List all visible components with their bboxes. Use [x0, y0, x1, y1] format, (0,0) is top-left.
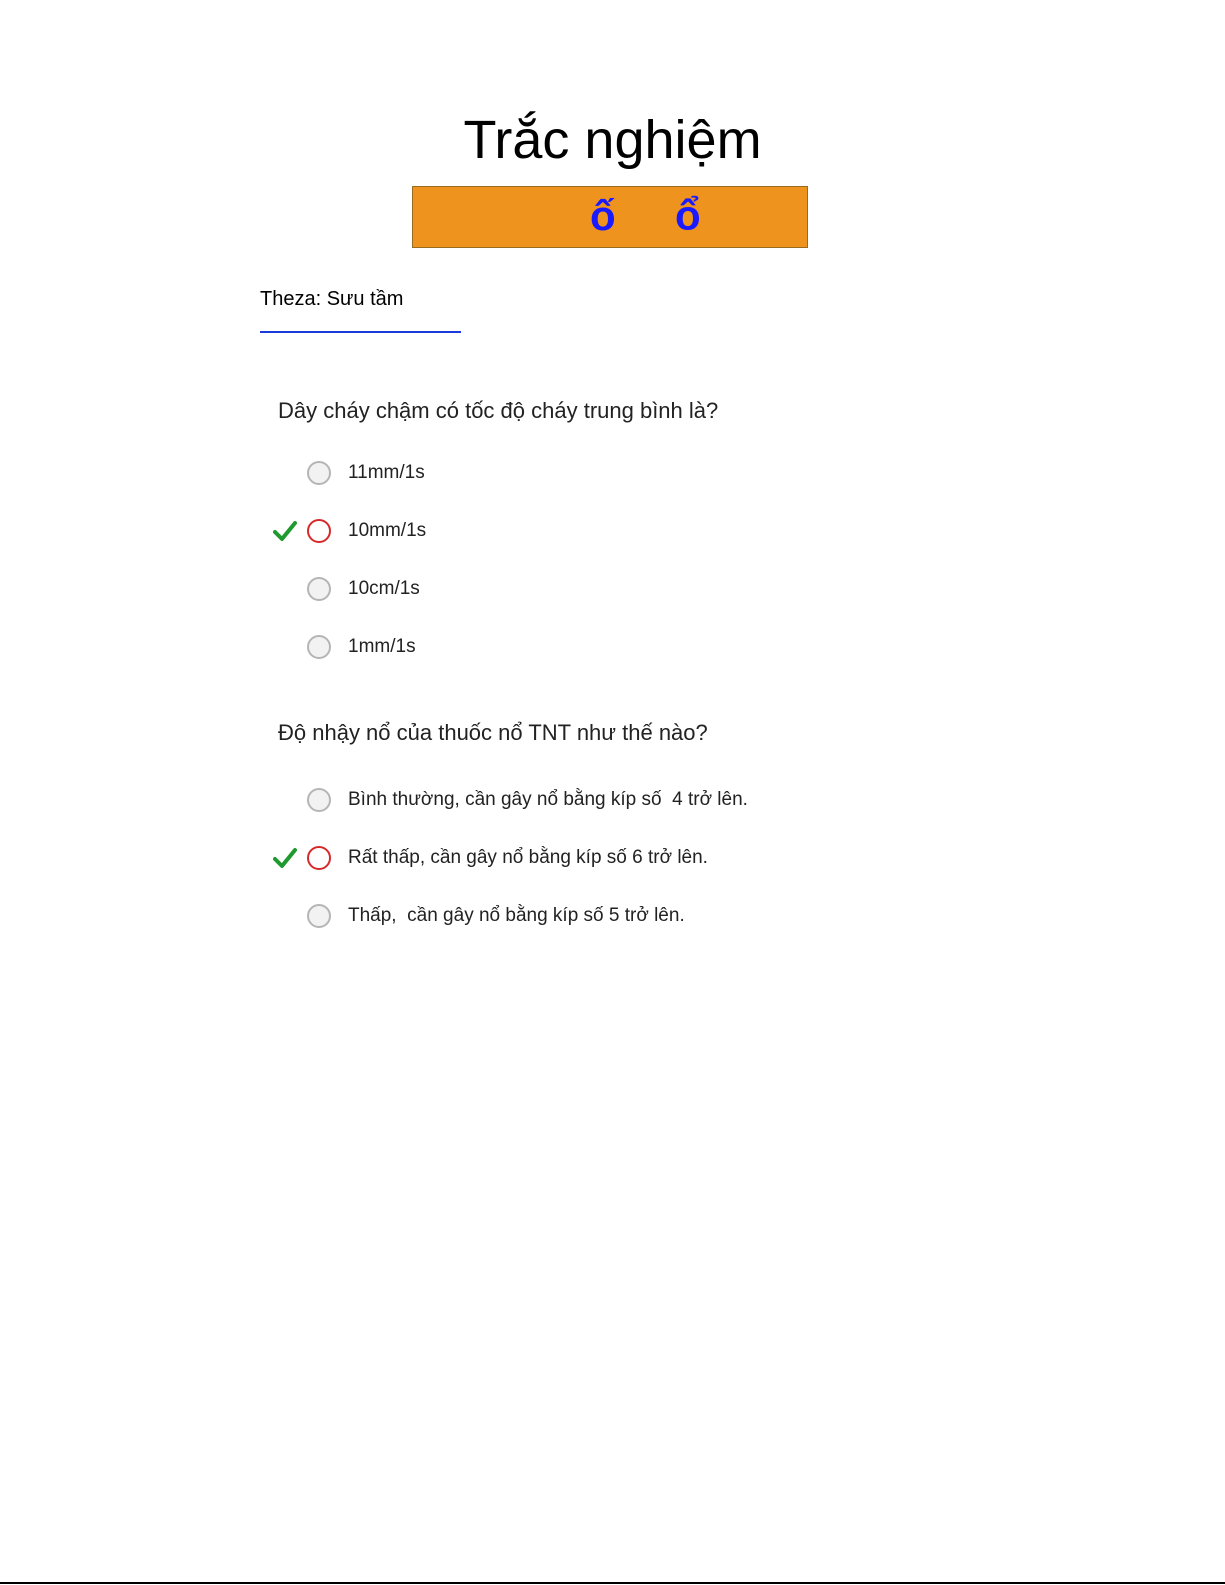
radio-icon[interactable]: [307, 635, 331, 659]
author-underline: [260, 331, 461, 333]
banner-glyph: ổ: [675, 192, 701, 239]
option-label: 11mm/1s: [348, 462, 425, 483]
page-title: Trắc nghiệm: [463, 110, 762, 170]
answer-option[interactable]: [307, 575, 420, 603]
option-label: Rất thấp, cần gây nổ bằng kíp số 6 trở lên.: [348, 847, 708, 868]
check-icon: [273, 519, 297, 543]
option-label: 1mm/1s: [348, 636, 416, 657]
check-icon: [273, 846, 297, 870]
option-label: Bình thường, cần gây nổ bằng kíp số 4 trở lên.: [348, 789, 748, 810]
title-banner: [412, 186, 808, 248]
answer-option-correct[interactable]: [307, 844, 708, 872]
radio-icon[interactable]: [307, 904, 331, 928]
radio-icon[interactable]: [307, 846, 331, 870]
radio-icon[interactable]: [307, 577, 331, 601]
question-text: Dây cháy chậm có tốc độ cháy trung bình là?: [278, 398, 719, 423]
radio-icon[interactable]: [307, 519, 331, 543]
option-label: 10mm/1s: [348, 520, 427, 541]
author-credit: Theza: Sưu tầm: [260, 288, 404, 310]
answer-option[interactable]: [307, 786, 748, 814]
banner-text: [413, 187, 807, 247]
option-label: Thấp, cần gây nổ bằng kíp số 5 trở lên.: [348, 905, 685, 926]
answer-option[interactable]: [307, 633, 416, 661]
question-text: Độ nhậy nổ của thuốc nổ TNT như thế nào?: [278, 720, 708, 745]
page-bottom-rule: [0, 1582, 1225, 1584]
option-label: 10cm/1s: [348, 578, 420, 599]
radio-icon[interactable]: [307, 461, 331, 485]
radio-icon[interactable]: [307, 788, 331, 812]
answer-option[interactable]: [307, 902, 685, 930]
banner-glyph: ố: [590, 192, 616, 239]
answer-option[interactable]: [307, 459, 425, 487]
answer-option-correct[interactable]: [307, 517, 426, 545]
